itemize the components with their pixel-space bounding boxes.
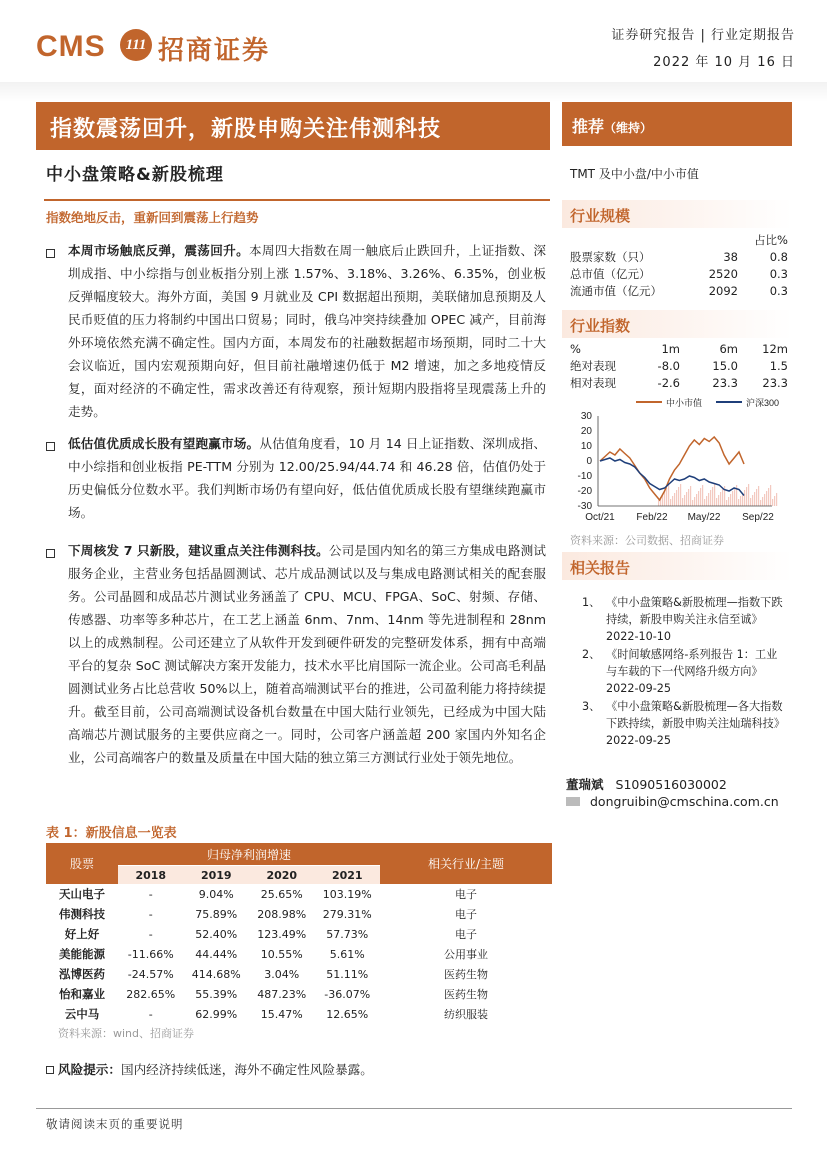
paragraph-lead: 低估值优质成长股有望跑赢市场。 [68,436,260,451]
logo-emblem-icon: 111 [120,29,152,61]
growth-value: 15.47% [260,1007,303,1021]
bullet-icon [46,249,55,258]
growth-value: 57.73% [326,927,369,941]
index-value: -2.6 [657,375,680,390]
chart-fill-bar [700,488,701,506]
analyst-email-row [566,794,779,809]
report-subtitle: 中小盘策略&新股梳理 [46,165,224,185]
chart-fill-bar [690,486,691,506]
header-band [0,82,827,102]
scale-pct: 0.8 [769,249,788,264]
growth-value: 3.04% [264,967,300,981]
table-row [46,924,552,944]
growth-value: 12.65% [326,1007,369,1021]
paragraph-ipo [68,539,546,769]
growth-value: 9.04% [198,887,234,901]
chart-fill-bar [744,490,745,506]
y-tick-label: 0 [586,456,592,467]
index-table [570,340,788,391]
col-industry-header: 相关行业/主题 [380,843,552,884]
index-value: 1.5 [769,358,788,373]
chart-fill-bar [670,499,671,506]
paragraph-text: 从估值角度看，10 月 14 日上证指数、深圳成指、中小综指和创业板指 PE-TTM 分别为 12.00/25.94/44.74 和 46.28 倍，估值仍处于历史偏低分位数水平。我们判断市场仍有望向好，低估值优质成长股有望继续跑赢市场。 [68,436,547,520]
chart-fill-bar [708,493,709,506]
chart-fill-bar [748,484,749,506]
y-tick-label: 30 [580,411,592,422]
company-logo [36,24,296,70]
chart-fill-bar [696,494,697,506]
industry: 医药生物 [444,968,488,981]
risk-note [46,1059,373,1078]
growth-value: 5.61% [329,947,365,961]
chart-fill-bar [692,500,693,506]
growth-value: 62.99% [195,1007,238,1021]
chart-fill-bar [756,489,757,506]
year-header: 2018 [118,866,184,885]
paragraph-text: 本周四大指数在周一触底后止跌回升，上证指数、深圳成指、中小综指与创业板指分别上涨 1.57%、3.18%、3.26%、6.35%，创业板反弹幅度较大。海外方面，美国 9 月就业及 CPI 数据超出预期，美联储加息预期及人民币贬值的压力将制约中国出口贸易；同时，俄乌冲突持续叠加 OPEC 减产，目前海外环境依然充满不确定性。国内方面，本周发布的社融数据超市场预期，同时二十大会议临近，国内宏观预期向好，但目前社融增速仍低于 M2 增速，加之多地疫情反复，面对经济的不确定性，需求改善还有待观察，预计短期内股指将呈现震荡上升的走势。 [68,243,547,419]
industry: 纺织服装 [444,1008,488,1021]
chart-fill-bar [718,495,719,506]
envelope-icon [566,797,580,806]
industry: 电子 [455,908,477,921]
y-tick-label: -20 [577,486,592,497]
growth-value: 10.55% [260,947,303,961]
table-row [46,904,552,924]
report-num: 3、 [582,700,601,713]
x-tick-label: Feb/22 [636,512,668,523]
industry: 医药生物 [444,988,488,1001]
rating-sub: （维持） [604,121,653,135]
stock-name: 美能能源 [59,947,105,961]
chart-fill-bar [752,495,753,506]
report-title: 指数震荡回升，新股申购关注伟测科技 [50,117,442,142]
index-label: 相对表现 [570,375,616,390]
growth-value: - [148,907,153,921]
chart-fill-bar [770,485,771,506]
chart-fill-bar [726,500,727,506]
related-report-link[interactable]: 《时间敏感网络-系列报告 1：工业与车载的下一代网络升级方向》2022-09-25 [606,648,778,695]
footer-divider [36,1108,792,1109]
growth-value: 414.68% [191,967,241,981]
chart-fill-bar [710,490,711,506]
chart-fill-bar [762,497,763,506]
chart-fill-bar [754,492,755,506]
index-value: 23.3 [712,375,738,390]
chart-fill-bar [774,496,775,506]
chart-fill-bar [684,495,685,506]
chart-fill-bar [694,497,695,506]
analyst-name: 董瑞斌 [566,777,604,792]
section-header-index [562,310,792,338]
title-bar [36,102,550,150]
scale-table [570,231,788,299]
stock-name: 伟测科技 [59,907,105,921]
chart-fill-bar [698,491,699,506]
divider [44,199,550,201]
chart-fill-bar [666,488,667,506]
legend-label: 沪深300 [746,398,780,408]
scale-pct: 0.3 [769,283,788,298]
industry: 电子 [455,928,477,941]
chart-fill-bar [764,494,765,506]
rating-bar [562,102,792,146]
growth-value: 51.11% [326,967,369,981]
chart-fill-bar [722,489,723,506]
chart-fill-bar [746,487,747,506]
section-title: 行业规模 [570,207,631,225]
chart-fill-bar [674,493,675,506]
chart-fill-bar [766,491,767,506]
bullet-icon [46,442,55,451]
chart-fill-bar [760,500,761,506]
scale-unit: 占比% [754,232,788,247]
table-row [46,884,552,904]
chart-fill-bar [668,485,669,506]
chart-fill-bar [688,489,689,506]
section-header-reports [562,552,792,580]
stock-name: 怡和嘉业 [59,987,105,1001]
y-tick-label: 20 [580,426,592,437]
index-value: 15.0 [712,358,738,373]
stock-name: 云中马 [64,1007,100,1021]
chart-fill-bar [738,499,739,506]
growth-value: 282.65% [126,987,176,1001]
growth-value: 487.23% [257,987,307,1001]
growth-value: -36.07% [324,987,371,1001]
chart-fill-bar [658,500,659,506]
growth-value: - [148,927,153,941]
logo-cms-text: CMS [36,30,106,63]
growth-value: 208.98% [257,907,307,921]
y-tick-label: -10 [577,471,592,482]
scale-label: 流通市值（亿元） [570,283,662,298]
chart-fill-bar [728,497,729,506]
rating-value: 推荐 [572,117,605,136]
scale-value: 38 [723,249,738,264]
rating [572,114,652,137]
table-row [46,984,552,1004]
analyst-email[interactable]: dongruibin@cmschina.com.cn [590,794,779,809]
analyst-info [566,775,727,793]
summary-heading: 指数绝地反击，重新回到震荡上行趋势 [46,210,259,225]
chart-fill-bar [720,492,721,506]
section-title: 相关报告 [570,559,631,577]
growth-value: 44.44% [195,947,238,961]
growth-value: 123.49% [257,927,307,941]
table-row [46,944,552,964]
chart-fill-bar [758,486,759,506]
growth-value: - [148,887,153,901]
growth-value: 75.89% [195,907,238,921]
report-date: 2022 年 10 月 16 日 [653,55,795,70]
section-title: 行业指数 [570,317,631,335]
section-header-scale [562,200,792,228]
chart-fill-bar [732,491,733,506]
index-header: 12m [762,341,788,356]
stock-name: 好上好 [64,927,100,941]
header-meta [611,24,795,70]
paragraph-text: 公司是国内知名的第三方集成电路测试服务企业，主营业务包括晶圆测试、芯片成品测试以及与集成电路测试相关的配套服务。公司晶圆和成品芯片测试业务涵盖了 CPU、MCU、FPGA、SoC、射频、存储、传感器、功率等多种芯片，在工艺上涵盖 6nm、7nm、14nm 等先进制程和 28nm 以上的成熟制程。公司还建立了从软件开发到硬件研发的完整研发体系，拥有中高端平台的复杂 SoC 测试解决方案开发能力，技术水平比肩国际一流企业。公司高毛利晶圆测试业务占比总营收 50%以上，随着高端测试平台的推进，公司盈利能力将持续提升。截至目前，公司高端测试设备机台数量在中国大陆行业领先，已经成为中国大陆高端芯片测试服务的主要供应商之一。同时，公司客户涵盖超 200 家国内外知名企业，公司高端客户的数量及质量在中国大陆的独立第三方测试行业处于领先地位。 [68,543,546,765]
chart-fill-bar [734,488,735,506]
ipo-table [46,843,552,1024]
chart-fill-bar [740,496,741,506]
risk-label: 风险提示： [58,1062,121,1077]
growth-value: 279.31% [322,907,372,921]
y-tick-label: -30 [577,501,592,512]
stock-name: 天山电子 [59,887,105,901]
chart-fill-bar [686,492,687,506]
growth-value: 103.19% [322,887,372,901]
stock-name: 泓博医药 [59,967,105,981]
index-value: 23.3 [762,375,788,390]
scale-label: 总市值（亿元） [570,266,651,281]
index-header: % [570,341,581,356]
index-value: -8.0 [657,358,680,373]
sector-label: TMT 及中小盘/中小市值 [570,167,699,181]
col-growth-header: 归母净利润增速 [118,843,380,866]
paragraph-valuation [68,432,546,524]
report-type: 证券研究报告 | 行业定期报告 [611,28,795,43]
logo-chinese-text: 招商证券 [158,36,271,66]
index-label: 绝对表现 [570,358,616,373]
chart-fill-bar [702,485,703,506]
paragraph-lead: 本周市场触底反弹，震荡回升。 [68,243,249,258]
related-report-link[interactable]: 《中小盘策略&新股梳理—各大指数下跌持续，新股申购关注灿瑞科技》2022-09-25 [606,700,786,747]
chart-fill-bar [712,487,713,506]
year-header: 2021 [315,866,381,885]
industry: 电子 [455,888,477,901]
table-row [46,964,552,984]
index-header: 1m [661,341,680,356]
industry: 公用事业 [444,948,488,961]
col-stock-header: 股票 [46,843,118,884]
chart-fill-bar [680,484,681,506]
growth-value: -24.57% [127,967,174,981]
legend-label: 中小市值 [666,398,703,408]
chart-source: 资料来源：公司数据、招商证券 [570,534,724,547]
scale-pct: 0.3 [769,266,788,281]
chart-fill-bar [678,487,679,506]
chart-fill-bar [730,494,731,506]
chart-fill-bar [704,499,705,506]
scale-value: 2520 [708,266,738,281]
table-source: 资料来源：wind、招商证券 [58,1027,195,1040]
risk-text: 国内经济持续低迷，海外不确定性风险暴露。 [120,1062,373,1077]
year-header: 2019 [184,866,250,885]
report-num: 1、 [582,596,601,609]
scale-label: 股票家数（只） [570,249,651,264]
chart-fill-bar [682,498,683,506]
chart-fill-bar [750,498,751,506]
growth-value: 55.39% [195,987,238,1001]
report-num: 2、 [582,648,601,661]
table-row [46,1004,552,1024]
y-tick-label: 10 [580,441,592,452]
scale-value: 2092 [708,283,738,298]
chart-fill-bar [714,484,715,506]
chart-fill-bar [776,493,777,506]
x-tick-label: Sep/22 [742,512,774,523]
analyst-id: S1090516030002 [615,777,727,792]
chart-fill-bar [706,496,707,506]
x-tick-label: May/22 [687,512,721,523]
table-title: 表 1：新股信息一览表 [46,826,177,841]
growth-value: -11.66% [127,947,174,961]
paragraph-lead: 下周核发 7 只新股，建议重点关注伟测科技。 [68,543,329,558]
footer-note: 敬请阅读末页的重要说明 [46,1117,184,1131]
chart-fill-bar [676,490,677,506]
related-report-link[interactable]: 《中小盘策略&新股梳理—指数下跌持续，新股申购关注永信至诚》2022-10-10 [606,596,783,643]
x-tick-label: Oct/21 [585,512,615,523]
chart-fill-bar [672,496,673,506]
chart-fill-bar [768,488,769,506]
chart-fill-bar [716,498,717,506]
bullet-icon [46,1066,54,1074]
growth-value: 25.65% [260,887,303,901]
bullet-icon [46,549,55,558]
index-header: 6m [719,341,738,356]
year-header: 2020 [249,866,315,885]
growth-value: - [148,1007,153,1021]
paragraph-market [68,239,546,423]
index-chart [566,396,792,526]
growth-value: 52.40% [195,927,238,941]
chart-fill-bar [772,499,773,506]
